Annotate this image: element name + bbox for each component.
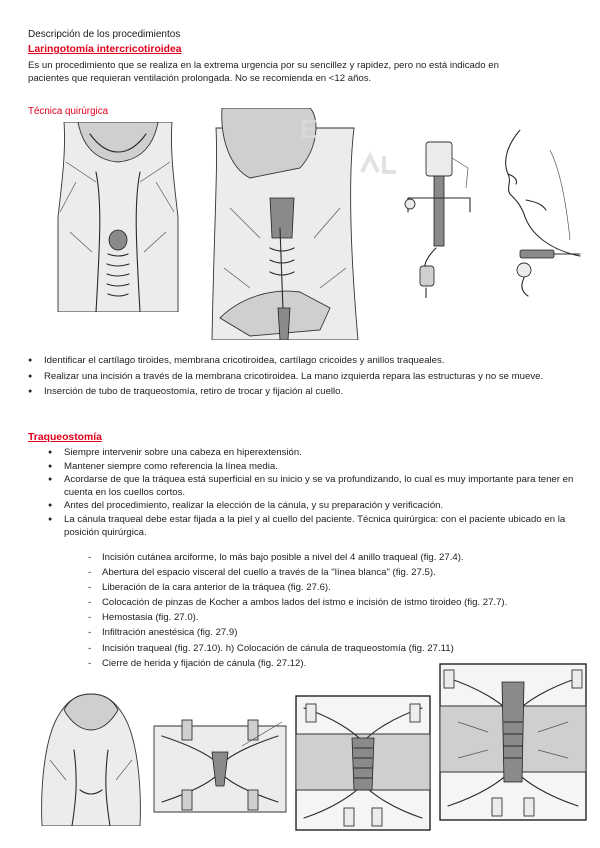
intro-line-2: pacientes que requieran ventilación prolongada. No se recomienda en <12 años. [28, 72, 372, 84]
list-item: - Incisión traqueal (fig. 27.10). h) Colocación de cánula de traqueostomía (fig. 27.11) [86, 643, 580, 656]
list-item: - Colocación de pinzas de Kocher a ambos lados del istmo e incisión de istmo tiroideo (fig. 27.7). [86, 597, 580, 610]
list-item: - Infiltración anestésica (fig. 27.9) [86, 627, 580, 640]
profile-cannula-illustration [490, 130, 584, 298]
laringotomia-intro [28, 60, 580, 85]
laringotomia-bullets [28, 355, 580, 399]
tracheostomy-neck-illustration [36, 690, 146, 826]
cannula-placement-illustration [438, 662, 588, 822]
list-item: ● Identificar el cartílago tiroides, membrana cricotiroidea, cartílago cricoides y anillos traqueales. [28, 355, 580, 368]
traqueostomia-heading: Traqueostomía [28, 432, 102, 443]
laringotomia-heading: Laringotomía intercricotiroidea [28, 44, 182, 55]
svg-text:E: E [300, 114, 318, 144]
list-item: - Abertura del espacio visceral del cuello a través de la "línea blanca" (fig. 27.5). [86, 567, 580, 580]
list-item: ● La cánula traqueal debe estar fijada a la piel y al cuello del paciente. Técnica quirúrgica: con el paciente ubicado en la posición quirúrgica. [46, 514, 580, 539]
list-item: ● Siempre intervenir sobre una cabeza en hiperextensión. [46, 447, 580, 460]
list-item: - Liberación de la cara anterior de la tráquea (fig. 27.6). [86, 582, 580, 595]
traqueostomia-bullets [46, 447, 580, 539]
trachea-exposure-illustration [294, 694, 432, 832]
traqueostomia-steps [86, 552, 580, 670]
visceral-space-illustration [152, 716, 288, 814]
intro-line-1: Es un procedimiento que se realiza en la extrema urgencia por su sencillez y rapidez, pero no está indicado en [28, 60, 499, 71]
neck-anatomy-illustration [56, 122, 180, 312]
list-item: ● Realizar una incisión a través de la membrana cricotiroidea. La mano izquierda repara las estructuras y no se mueve. [28, 371, 580, 384]
list-item: ● Antes del procedimiento, realizar la elección de la cánula, y su preparación y verificación. [46, 500, 580, 513]
document-title: Descripción de los procedimientos [28, 29, 181, 40]
list-item: ● Inserción de tubo de traqueostomía, retiro de trocar y fijación al cuello. [28, 386, 580, 399]
tecnica-quirurgica-subheading: Técnica quirúrgica [28, 106, 109, 117]
list-item: ● Mantener siempre como referencia la línea media. [46, 461, 580, 474]
list-item: - Incisión cutánea arciforme, lo más bajo posible a nivel del 4 anillo traqueal (fig. 27.4). [86, 552, 580, 565]
list-item: - Cierre de herida y fijación de cánula (fig. 27.12). [86, 658, 580, 671]
list-item: ● Acordarse de que la tráquea está superficial en su inicio y se va profundizando, lo cual es muy importante para tener en cuenta en los cuellos cortos. [46, 474, 580, 499]
trocar-cannula-illustration [396, 138, 482, 298]
cricothyroid-incision-illustration [210, 108, 360, 340]
list-item: - Hemostasia (fig. 27.0). [86, 612, 580, 625]
